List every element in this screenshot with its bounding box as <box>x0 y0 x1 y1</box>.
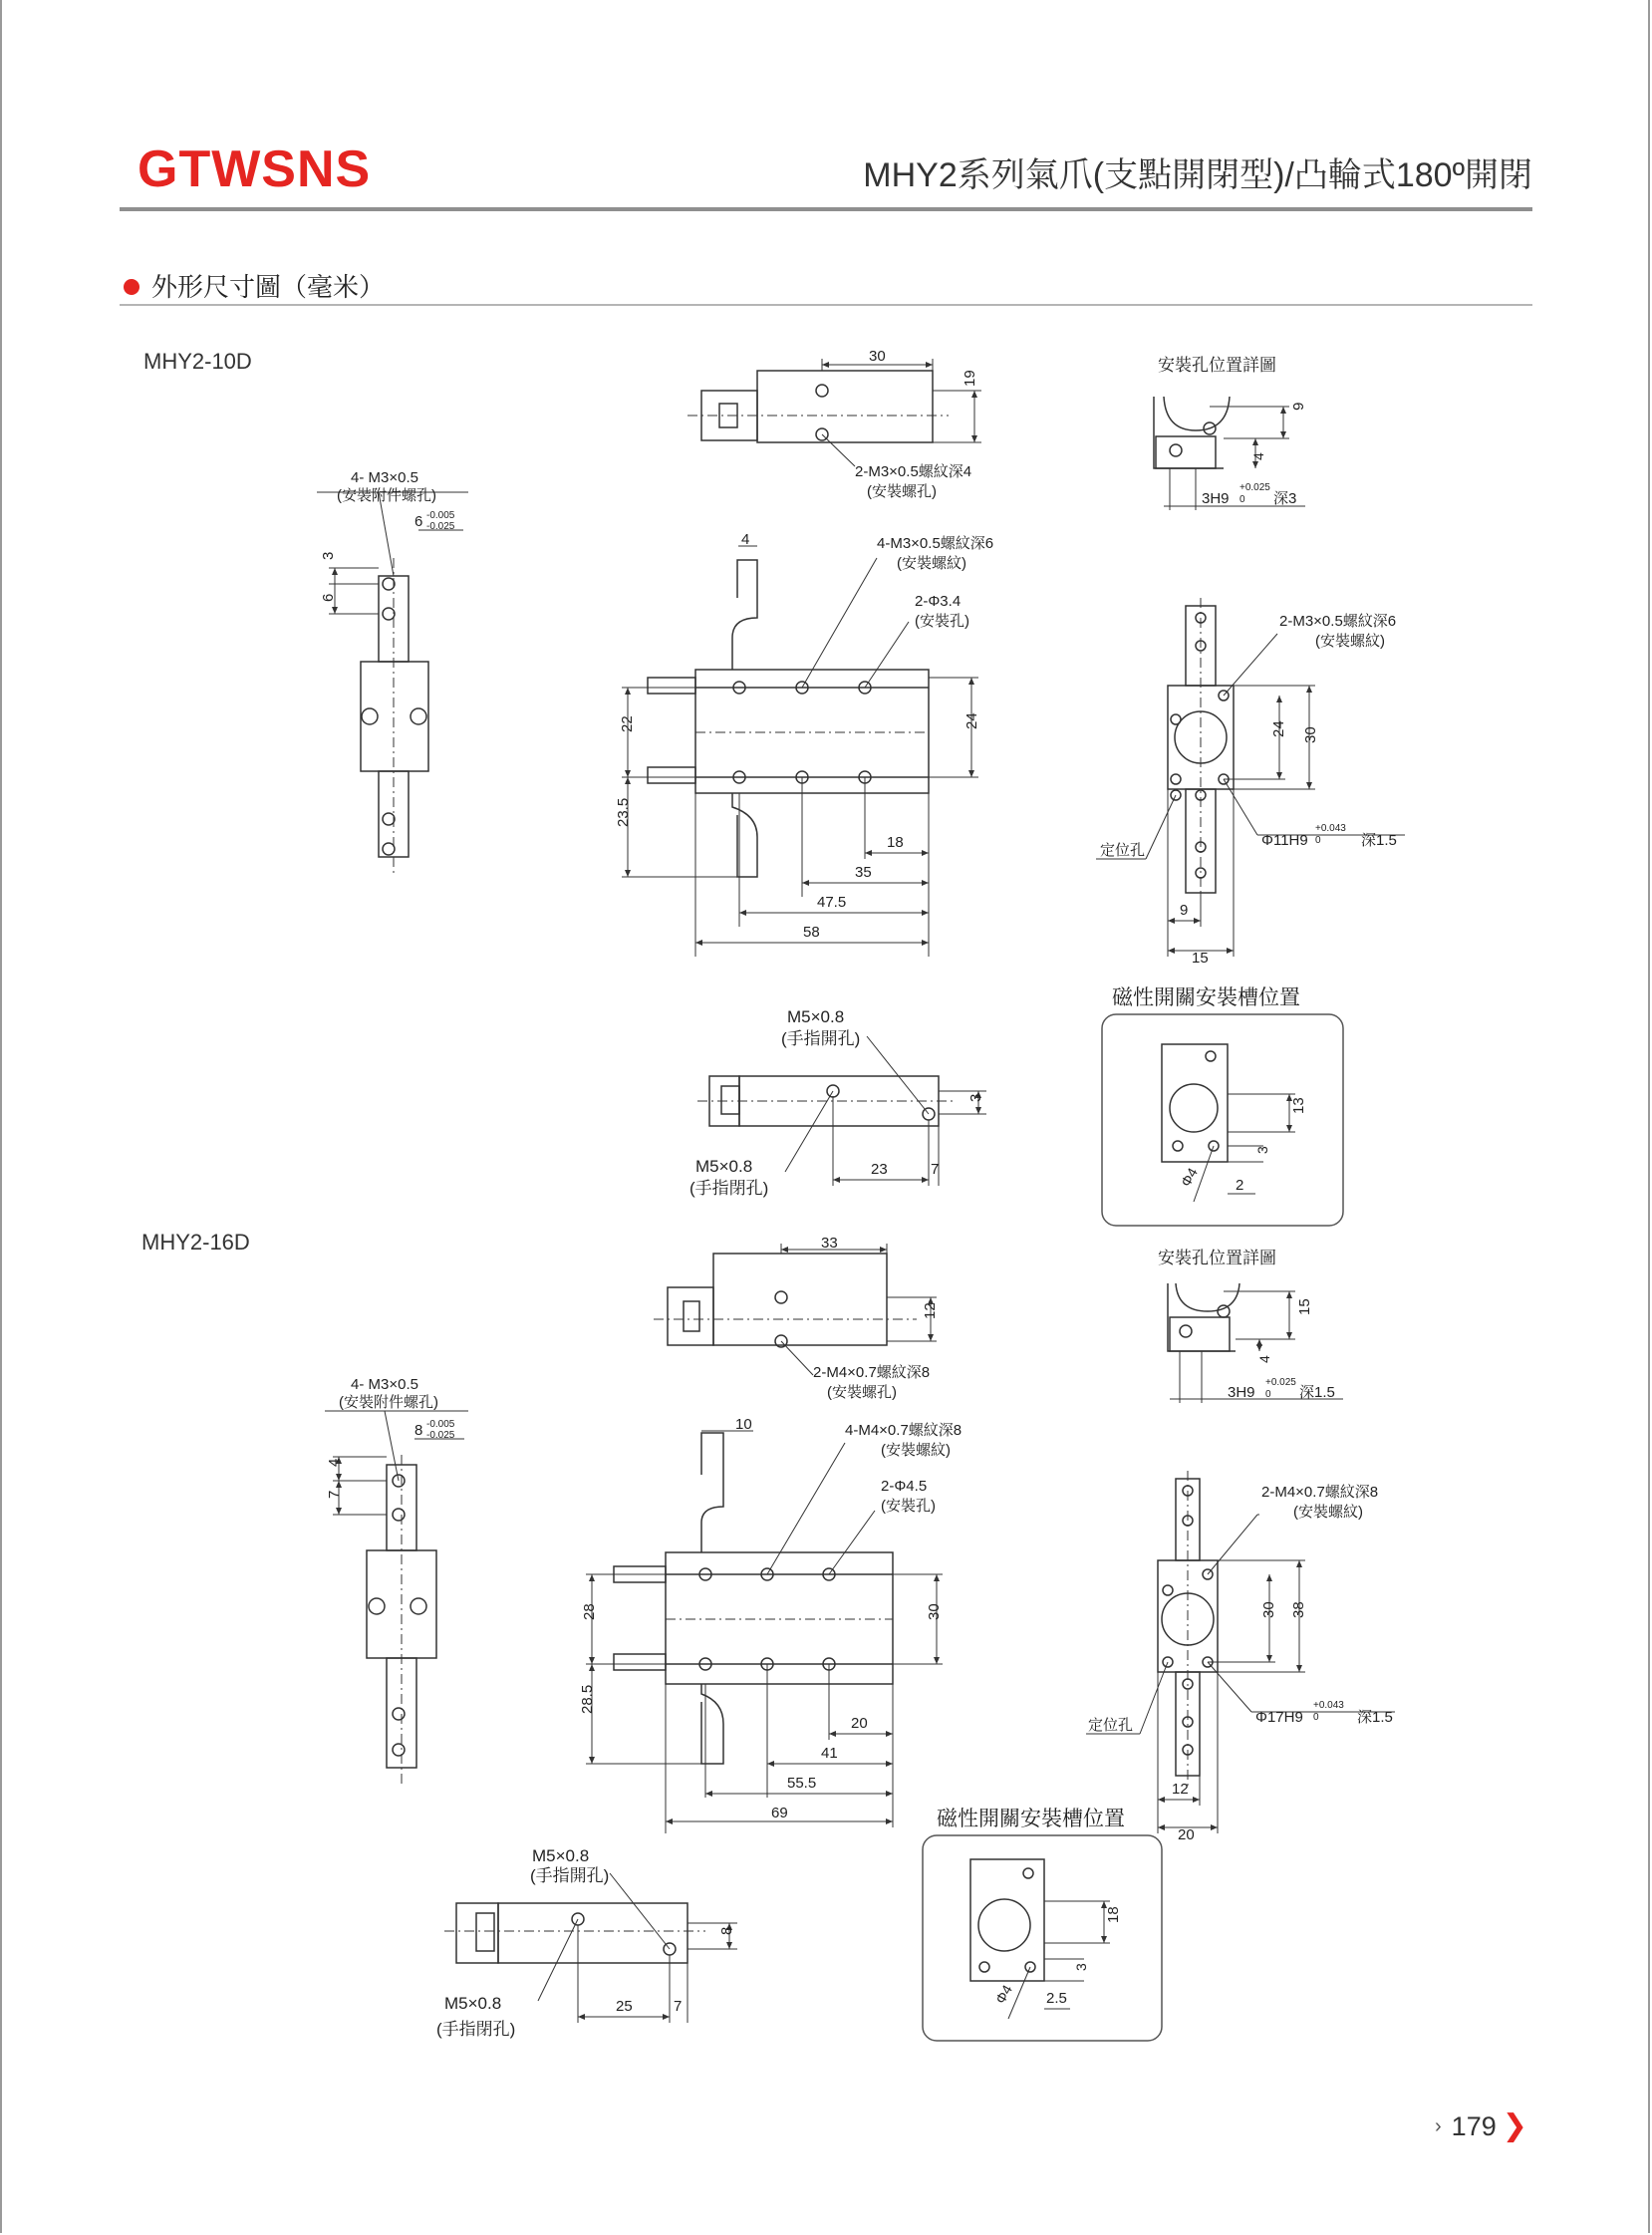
label-16d-port-close-sub: (手指閉孔) <box>436 2020 516 2039</box>
note-16d-front-thread-sub: (安裝螺紋) <box>881 1442 951 1459</box>
dim-10d-switch-2: 2 <box>1236 1177 1244 1194</box>
bore-16d-side-base: Φ17H9 <box>1255 1709 1303 1726</box>
bore-10d-side-depth: 深1.5 <box>1361 832 1397 849</box>
label-16d-port-close: M5×0.8 <box>444 1994 502 2013</box>
label-16d-port-open-sub: (手指開孔) <box>530 1866 610 1885</box>
dim-10d-finger-6: 6 <box>320 593 337 602</box>
note-10d-front-thread-sub: (安裝螺紋) <box>897 555 966 572</box>
hole-16d-detail-depth: 深1.5 <box>1299 1384 1335 1401</box>
hole-10d-detail-base: 3H9 <box>1202 490 1230 507</box>
dim-16d-front-20: 20 <box>851 1715 868 1732</box>
dim-10d-top-30: 30 <box>869 348 886 365</box>
dim-10d-top-19: 19 <box>962 370 978 387</box>
bore-10d-side-base: Φ11H9 <box>1261 832 1308 849</box>
note-10d-finger-sub: (安裝附件螺孔) <box>337 487 436 504</box>
dim-16d-front-55-5: 55.5 <box>787 1775 817 1792</box>
dim-10d-port-7: 7 <box>931 1161 940 1178</box>
dim-16d-front-69: 69 <box>771 1805 788 1821</box>
dim-16d-port-25: 25 <box>616 1998 633 2015</box>
dim-10d-side-15: 15 <box>1192 950 1209 967</box>
bore-16d-side-depth: 深1.5 <box>1357 1709 1393 1726</box>
side-view-10d <box>1096 598 1405 957</box>
tol-16d-finger-base: 8 <box>414 1422 423 1439</box>
dim-10d-front-58: 58 <box>803 924 820 941</box>
model-label-10d: MHY2-10D <box>143 349 252 374</box>
top-view-10d <box>688 359 981 466</box>
dim-10d-front-23-5: 23.5 <box>615 797 632 827</box>
note-10d-front-thread: 4-M3×0.5螺紋深6 <box>877 535 994 552</box>
dim-16d-switch-18: 18 <box>1105 1906 1122 1923</box>
dim-16d-top-33: 33 <box>821 1235 838 1252</box>
dim-10d-front-4: 4 <box>741 531 750 548</box>
note-16d-side-thread-sub: (安裝螺紋) <box>1293 1504 1363 1521</box>
bore-16d-side-lower: 0 <box>1313 1712 1319 1723</box>
note-16d-side-thread: 2-M4×0.7螺紋深8 <box>1261 1484 1379 1501</box>
dim-16d-side-30: 30 <box>1260 1601 1277 1618</box>
note-16d-finger: 4- M3×0.5 <box>351 1376 418 1393</box>
bore-10d-side-upper: +0.043 <box>1315 823 1346 834</box>
hole-16d-detail-lower: 0 <box>1265 1389 1271 1400</box>
dim-10d-side-9: 9 <box>1180 902 1189 919</box>
dim-10d-port-3: 3 <box>967 1093 984 1102</box>
dim-10d-front-22: 22 <box>619 715 636 732</box>
label-10d-side-locating: 定位孔 <box>1100 842 1146 859</box>
hole-16d-detail-upper: +0.025 <box>1265 1377 1296 1388</box>
dim-10d-finger-3: 3 <box>320 551 337 560</box>
dim-16d-side-20: 20 <box>1178 1826 1195 1843</box>
dim-16d-front-28-5: 28.5 <box>579 1684 596 1714</box>
dim-16d-detail-4: 4 <box>1256 1355 1272 1363</box>
model-label-16d: MHY2-16D <box>141 1230 250 1255</box>
brand-logo: GTWSNS <box>138 140 372 198</box>
dim-16d-switch-phi4: Φ4 <box>991 1982 1016 2007</box>
dim-16d-switch-3: 3 <box>1073 1963 1089 1971</box>
tol-10d-finger-upper: -0.005 <box>426 510 455 521</box>
hole-10d-detail-depth: 深3 <box>1273 490 1297 507</box>
tol-10d-finger-lower: -0.025 <box>426 521 455 532</box>
mhy2-16d-drawings <box>325 1235 1395 2041</box>
note-16d-finger-sub: (安裝附件螺孔) <box>339 1394 438 1411</box>
dim-10d-front-35: 35 <box>855 864 872 881</box>
dim-10d-side-30: 30 <box>1302 726 1319 743</box>
note-10d-front-hole-sub: (安裝孔) <box>915 613 969 630</box>
label-10d-port-close-sub: (手指閉孔) <box>689 1179 769 1198</box>
title-16d-detail: 安裝孔位置詳圖 <box>1158 1249 1276 1267</box>
dim-10d-port-23: 23 <box>871 1161 888 1178</box>
note-16d-front-hole: 2-Φ4.5 <box>881 1478 928 1495</box>
dim-16d-side-38: 38 <box>1290 1601 1307 1618</box>
bore-16d-side-upper: +0.043 <box>1313 1700 1344 1711</box>
note-10d-top-hole-sub: (安裝螺孔) <box>867 483 937 500</box>
dim-16d-port-8: 8 <box>718 1926 735 1935</box>
label-10d-port-close: M5×0.8 <box>695 1157 753 1176</box>
title-10d-detail: 安裝孔位置詳圖 <box>1158 356 1276 375</box>
tol-16d-finger-upper: -0.005 <box>426 1419 455 1430</box>
label-10d-port-open-sub: (手指開孔) <box>781 1029 861 1048</box>
label-16d-side-locating: 定位孔 <box>1088 1717 1134 1734</box>
chevron-right-bold-icon: ❯ <box>1502 2109 1527 2142</box>
note-10d-finger: 4- M3×0.5 <box>351 469 418 486</box>
switch-box-16d <box>923 1835 1162 2041</box>
dim-16d-finger-4: 4 <box>326 1458 343 1467</box>
dim-10d-detail-9: 9 <box>1290 402 1307 411</box>
note-16d-top-hole: 2-M4×0.7螺紋深8 <box>813 1364 931 1381</box>
dim-10d-front-24: 24 <box>964 712 980 729</box>
dim-16d-front-41: 41 <box>821 1745 838 1762</box>
tol-16d-finger-lower: -0.025 <box>426 1430 455 1441</box>
note-16d-front-hole-sub: (安裝孔) <box>881 1498 936 1515</box>
dim-10d-side-24: 24 <box>1270 720 1287 737</box>
hole-10d-detail-lower: 0 <box>1239 494 1245 505</box>
dim-16d-front-10: 10 <box>735 1416 752 1433</box>
dim-10d-front-47-5: 47.5 <box>817 894 847 911</box>
dim-16d-front-30: 30 <box>926 1603 943 1620</box>
switch-box-10d <box>1102 1014 1343 1226</box>
dim-16d-switch-2-5: 2.5 <box>1046 1990 1067 2007</box>
title-10d-switch: 磁性開關安裝槽位置 <box>1112 986 1300 1009</box>
note-10d-side-thread: 2-M3×0.5螺紋深6 <box>1279 613 1397 630</box>
note-16d-front-thread: 4-M4×0.7螺紋深8 <box>845 1422 963 1439</box>
finger-view-16d <box>325 1411 468 1784</box>
label-10d-port-open: M5×0.8 <box>787 1007 845 1026</box>
hole-16d-detail-base: 3H9 <box>1228 1384 1255 1401</box>
note-10d-front-hole: 2-Φ3.4 <box>915 593 962 610</box>
hole-10d-detail-upper: +0.025 <box>1239 482 1270 493</box>
dim-10d-switch-13: 13 <box>1290 1097 1307 1114</box>
page-title: MHY2系列氣爪(支點開閉型)/凸輪式180º開閉 <box>863 156 1532 194</box>
top-view-16d <box>654 1244 937 1375</box>
note-16d-top-hole-sub: (安裝螺孔) <box>827 1384 897 1401</box>
note-10d-top-hole: 2-M3×0.5螺紋深4 <box>855 463 972 480</box>
tol-10d-finger-base: 6 <box>414 513 423 530</box>
dim-16d-port-7: 7 <box>674 1998 683 2015</box>
dim-16d-top-12: 12 <box>922 1302 939 1319</box>
dim-16d-detail-15: 15 <box>1296 1298 1313 1315</box>
dim-16d-side-12: 12 <box>1172 1781 1189 1798</box>
dim-10d-front-18: 18 <box>887 834 904 851</box>
finger-view-10d <box>317 492 468 877</box>
note-10d-side-thread-sub: (安裝螺紋) <box>1315 633 1385 650</box>
label-16d-port-open: M5×0.8 <box>532 1846 590 1865</box>
bore-10d-side-lower: 0 <box>1315 835 1321 846</box>
dim-10d-detail-4: 4 <box>1250 452 1266 460</box>
dim-10d-switch-3: 3 <box>1254 1146 1270 1154</box>
section-heading-text: 外形尺寸圖（毫米） <box>151 272 386 302</box>
dim-10d-switch-phi4: Φ4 <box>1177 1165 1202 1190</box>
side-view-16d <box>1086 1471 1395 1833</box>
mhy2-10d-drawings <box>317 348 1405 1226</box>
chevron-right-icon: › <box>1435 2115 1442 2137</box>
dim-16d-front-28: 28 <box>581 1603 598 1620</box>
dim-16d-finger-7: 7 <box>326 1490 343 1499</box>
page-number <box>1435 2110 1527 2142</box>
title-16d-switch: 磁性開關安裝槽位置 <box>937 1808 1125 1830</box>
page-number-text: 179 <box>1451 2111 1497 2141</box>
